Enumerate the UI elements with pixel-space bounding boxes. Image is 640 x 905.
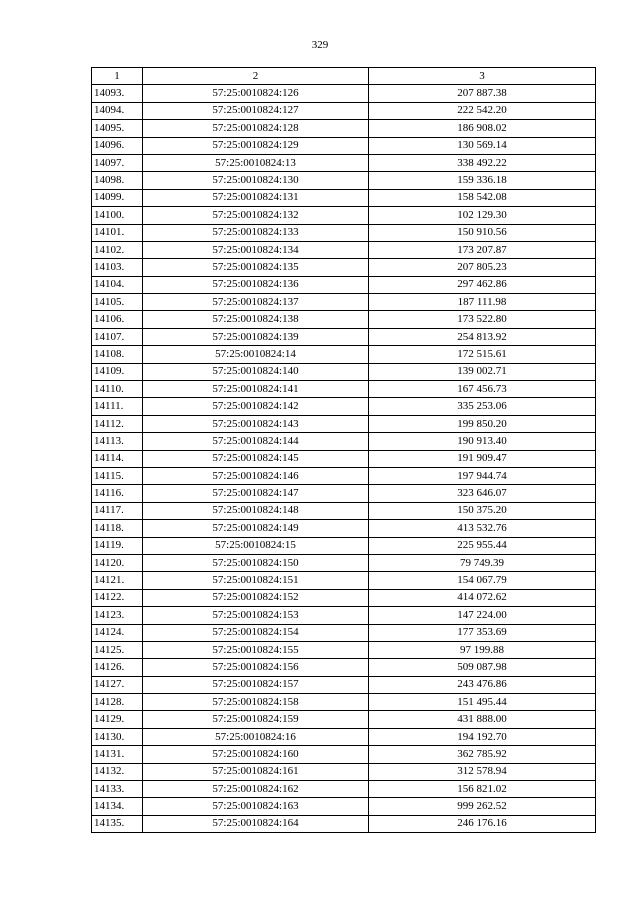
table-row [92,102,596,119]
cadastral-number: 57:25:0010824:129 [143,137,369,154]
table-row [92,711,596,728]
cadastral-value: 177 353.69 [369,624,596,641]
cadastral-number: 57:25:0010824:127 [143,102,369,119]
row-number: 14095. [92,120,143,137]
table-row [92,485,596,502]
cadastral-number: 57:25:0010824:13 [143,154,369,171]
table-row [92,554,596,571]
cadastral-value: 207 887.38 [369,85,596,102]
row-number: 14101. [92,224,143,241]
cadastral-value: 413 532.76 [369,520,596,537]
cadastral-number: 57:25:0010824:139 [143,328,369,345]
row-number: 14124. [92,624,143,641]
cadastral-value: 197 944.74 [369,467,596,484]
table-row [92,207,596,224]
cadastral-number: 57:25:0010824:147 [143,485,369,502]
table-row [92,120,596,137]
table-row [92,502,596,519]
cadastral-value: 154 067.79 [369,572,596,589]
table-row [92,537,596,554]
row-number: 14113. [92,433,143,450]
cadastral-value: 173 522.80 [369,311,596,328]
cadastral-value: 97 199.88 [369,641,596,658]
cadastral-number: 57:25:0010824:146 [143,467,369,484]
cadastral-value: 102 129.30 [369,207,596,224]
cadastral-number: 57:25:0010824:131 [143,189,369,206]
cadastral-number: 57:25:0010824:14 [143,346,369,363]
row-number: 14102. [92,241,143,258]
cadastral-value: 147 224.00 [369,607,596,624]
cadastral-value: 191 909.47 [369,450,596,467]
cadastral-value: 151 495.44 [369,694,596,711]
row-number: 14126. [92,659,143,676]
row-number: 14118. [92,520,143,537]
table-row [92,381,596,398]
cadastral-number: 57:25:0010824:136 [143,276,369,293]
cadastral-value: 186 908.02 [369,120,596,137]
row-number: 14107. [92,328,143,345]
cadastral-number: 57:25:0010824:156 [143,659,369,676]
cadastral-number: 57:25:0010824:154 [143,624,369,641]
row-number: 14109. [92,363,143,380]
cadastral-value: 194 192.70 [369,728,596,745]
row-number: 14135. [92,815,143,832]
cadastral-value: 243 476.86 [369,676,596,693]
cadastral-value: 199 850.20 [369,415,596,432]
row-number: 14128. [92,694,143,711]
cadastral-number: 57:25:0010824:164 [143,815,369,832]
cadastral-number: 57:25:0010824:150 [143,554,369,571]
cadastral-value: 159 336.18 [369,172,596,189]
row-number: 14110. [92,381,143,398]
cadastral-number: 57:25:0010824:132 [143,207,369,224]
cadastral-value: 150 375.20 [369,502,596,519]
cadastral-value: 338 492.22 [369,154,596,171]
row-number: 14105. [92,294,143,311]
header-col-1: 1 [92,68,143,85]
cadastral-value: 509 087.98 [369,659,596,676]
row-number: 14099. [92,189,143,206]
cadastral-number: 57:25:0010824:153 [143,607,369,624]
cadastral-value: 254 813.92 [369,328,596,345]
row-number: 14117. [92,502,143,519]
table-row [92,311,596,328]
table-row [92,520,596,537]
row-number: 14122. [92,589,143,606]
row-number: 14134. [92,798,143,815]
table-row [92,294,596,311]
cadastral-number: 57:25:0010824:130 [143,172,369,189]
cadastral-number: 57:25:0010824:161 [143,763,369,780]
row-number: 14130. [92,728,143,745]
cadastral-number: 57:25:0010824:134 [143,241,369,258]
table-body [92,85,596,833]
table-row [92,398,596,415]
table-row [92,328,596,345]
row-number: 14100. [92,207,143,224]
row-number: 14103. [92,259,143,276]
cadastral-value: 362 785.92 [369,746,596,763]
cadastral-number: 57:25:0010824:160 [143,746,369,763]
cadastral-value: 158 542.08 [369,189,596,206]
cadastral-number: 57:25:0010824:144 [143,433,369,450]
row-number: 14132. [92,763,143,780]
row-number: 14123. [92,607,143,624]
table-row [92,85,596,102]
table-row [92,137,596,154]
table-row [92,763,596,780]
row-number: 14115. [92,467,143,484]
cadastral-value: 431 888.00 [369,711,596,728]
cadastral-number: 57:25:0010824:138 [143,311,369,328]
row-number: 14098. [92,172,143,189]
row-number: 14096. [92,137,143,154]
row-number: 14106. [92,311,143,328]
page-number: 329 [311,39,329,51]
cadastral-value: 999 262.52 [369,798,596,815]
cadastral-value: 139 002.71 [369,363,596,380]
row-number: 14125. [92,641,143,658]
row-number: 14094. [92,102,143,119]
cadastral-value: 167 456.73 [369,381,596,398]
cadastral-value: 222 542.20 [369,102,596,119]
cadastral-value: 323 646.07 [369,485,596,502]
row-number: 14121. [92,572,143,589]
table-row [92,746,596,763]
cadastral-number: 57:25:0010824:126 [143,85,369,102]
cadastral-number: 57:25:0010824:142 [143,398,369,415]
cadastral-number: 57:25:0010824:133 [143,224,369,241]
cadastral-value: 156 821.02 [369,781,596,798]
cadastral-value: 187 111.98 [369,294,596,311]
row-number: 14129. [92,711,143,728]
cadastral-value: 172 515.61 [369,346,596,363]
row-number: 14112. [92,415,143,432]
table-row [92,415,596,432]
cadastral-number: 57:25:0010824:155 [143,641,369,658]
table-row [92,363,596,380]
table-row [92,433,596,450]
row-number: 14111. [92,398,143,415]
cadastral-number: 57:25:0010824:157 [143,676,369,693]
cadastral-number: 57:25:0010824:152 [143,589,369,606]
cadastral-value: 414 072.62 [369,589,596,606]
cadastral-value: 190 913.40 [369,433,596,450]
row-number: 14093. [92,85,143,102]
cadastral-number: 57:25:0010824:137 [143,294,369,311]
cadastral-value: 246 176.16 [369,815,596,832]
table-row [92,815,596,832]
cadastral-number: 57:25:0010824:163 [143,798,369,815]
table-row [92,607,596,624]
row-number: 14131. [92,746,143,763]
row-number: 14116. [92,485,143,502]
cadastral-number: 57:25:0010824:128 [143,120,369,137]
table-row [92,276,596,293]
table-row [92,624,596,641]
row-number: 14097. [92,154,143,171]
table-row [92,781,596,798]
table-row [92,694,596,711]
row-number: 14119. [92,537,143,554]
row-number: 14104. [92,276,143,293]
header-col-2: 2 [143,68,369,85]
cadastral-number: 57:25:0010824:151 [143,572,369,589]
row-number: 14114. [92,450,143,467]
table-row [92,572,596,589]
cadastral-number: 57:25:0010824:135 [143,259,369,276]
cadastral-number: 57:25:0010824:143 [143,415,369,432]
table-row [92,467,596,484]
row-number: 14120. [92,554,143,571]
table-row [92,728,596,745]
table-row [92,172,596,189]
table-row [92,241,596,258]
table-row [92,189,596,206]
cadastral-number: 57:25:0010824:16 [143,728,369,745]
cadastral-number: 57:25:0010824:140 [143,363,369,380]
table-row [92,154,596,171]
row-number: 14108. [92,346,143,363]
cadastral-value: 207 805.23 [369,259,596,276]
table-row [92,259,596,276]
cadastral-value: 225 955.44 [369,537,596,554]
cadastral-value: 312 578.94 [369,763,596,780]
table-row [92,224,596,241]
table-row [92,589,596,606]
cadastral-value: 79 749.39 [369,554,596,571]
row-number: 14127. [92,676,143,693]
cadastral-number: 57:25:0010824:145 [143,450,369,467]
cadastral-value: 297 462.86 [369,276,596,293]
header-row [92,68,596,85]
cadastral-value: 150 910.56 [369,224,596,241]
cadastral-number: 57:25:0010824:149 [143,520,369,537]
cadastral-value: 130 569.14 [369,137,596,154]
table-row [92,676,596,693]
cadastral-number: 57:25:0010824:148 [143,502,369,519]
row-number: 14133. [92,781,143,798]
table-row [92,659,596,676]
cadastral-number: 57:25:0010824:158 [143,694,369,711]
cadastral-value: 173 207.87 [369,241,596,258]
registry-table [91,67,596,833]
table-row [92,641,596,658]
table-row [92,346,596,363]
table-header [92,68,596,85]
cadastral-number: 57:25:0010824:162 [143,781,369,798]
cadastral-number: 57:25:0010824:159 [143,711,369,728]
table-row [92,450,596,467]
cadastral-number: 57:25:0010824:15 [143,537,369,554]
cadastral-value: 335 253.06 [369,398,596,415]
table-row [92,798,596,815]
header-col-3: 3 [369,68,596,85]
cadastral-number: 57:25:0010824:141 [143,381,369,398]
